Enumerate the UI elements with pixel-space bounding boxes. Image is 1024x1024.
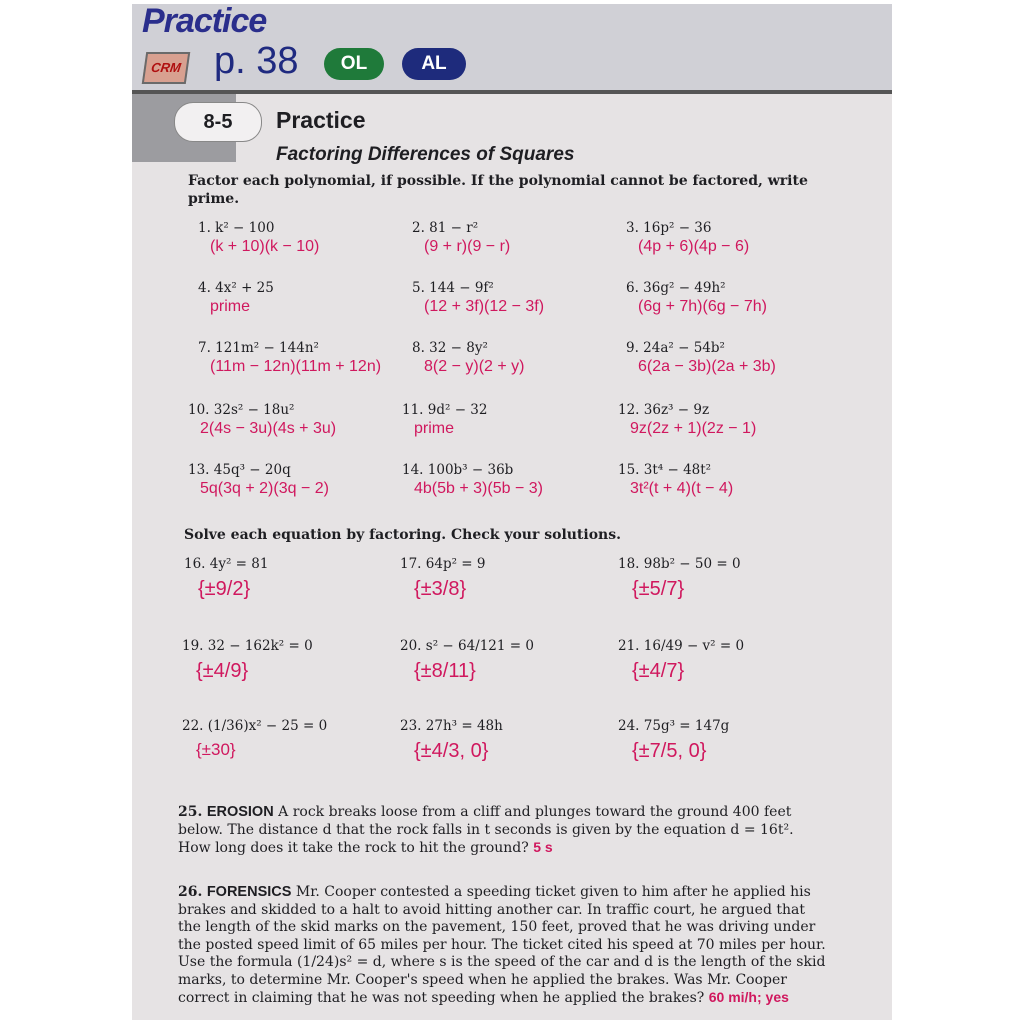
answer: 8(2 − y)(2 + y) xyxy=(424,358,525,375)
page-header xyxy=(132,4,892,90)
word-problem-26: 26. FORENSICS Mr. Cooper contested a speeding ticket given to him after he applied his brakes and skidded to a halt to avoid hitting another car. In traffic court, he argued that the length of the skid marks on the pavement, 150 feet, proved that he was driving under the posted speed limit of 65 miles per hour. The ticket cited his speed at 70 miles per hour. Use the formula (1/24)s² = d, where s is the speed of the car and d is the length of the skid marks, to determine Mr. Cooper's speed when he applied the brakes. Was Mr. Cooper correct in claiming that he was not speeding when he applied the brakes? 60 mi/h; yes xyxy=(178,884,826,1006)
textbook-page xyxy=(132,4,892,1020)
answer: {±3/8} xyxy=(414,578,467,600)
section1-instruction: Factor each polynomial, if possible. If the polynomial cannot be factored, write prime. xyxy=(188,173,808,207)
answer: 5 s xyxy=(533,839,553,855)
problem-6: 6. 36g² − 49h² (6g + 7h)(6g − 7h) xyxy=(626,280,846,316)
problem-21: 21. 16/49 − v² = 0 {±4/7} xyxy=(618,638,838,683)
problem-24: 24. 75g³ = 147g {±7/5, 0} xyxy=(618,718,838,763)
problem-13: 13. 45q³ − 20q 5q(3q + 2)(3q − 2) xyxy=(188,462,408,498)
answer: 3t²(t + 4)(t − 4) xyxy=(630,480,734,497)
problem-11: 11. 9d² − 32 prime xyxy=(402,402,622,438)
problem-2: 2. 81 − r² (9 + r)(9 − r) xyxy=(412,220,632,256)
problem-23: 23. 27h³ = 48h {±4/3, 0} xyxy=(400,718,620,763)
problem-8: 8. 32 − 8y² 8(2 − y)(2 + y) xyxy=(412,340,632,376)
problem-19: 19. 32 − 162k² = 0 {±4/9} xyxy=(182,638,402,683)
problem-keyword: EROSION xyxy=(206,804,274,820)
problem-10: 10. 32s² − 18u² 2(4s − 3u)(4s + 3u) xyxy=(188,402,408,438)
answer: 2(4s − 3u)(4s + 3u) xyxy=(200,420,337,437)
problem-12: 12. 36z³ − 9z 9z(2z + 1)(2z − 1) xyxy=(618,402,838,438)
answer: 6(2a − 3b)(2a + 3b) xyxy=(638,358,776,375)
problem-14: 14. 100b³ − 36b 4b(5b + 3)(5b − 3) xyxy=(402,462,622,498)
answer: 4b(5b + 3)(5b − 3) xyxy=(414,480,543,497)
copyright-sidebar xyxy=(869,616,881,916)
answer: prime xyxy=(414,420,455,437)
problem-3: 3. 16p² − 36 (4p + 6)(4p − 6) xyxy=(626,220,846,256)
problem-7: 7. 121m² − 144n² (11m − 12n)(11m + 12n) xyxy=(198,340,418,376)
section2-instruction: Solve each equation by factoring. Check your solutions. xyxy=(184,527,621,543)
header-divider xyxy=(132,90,892,94)
problem-20: 20. s² − 64/121 = 0 {±8/11} xyxy=(400,638,620,683)
answer: (12 + 3f)(12 − 3f) xyxy=(424,298,545,315)
answer: {±4/3, 0} xyxy=(414,740,489,762)
problem-1: 1. k² − 100 (k + 10)(k − 10) xyxy=(198,220,418,256)
answer: (k + 10)(k − 10) xyxy=(210,238,320,255)
problem-5: 5. 144 − 9f² (12 + 3f)(12 − 3f) xyxy=(412,280,632,316)
answer: {±9/2} xyxy=(198,578,251,600)
answer: 9z(2z + 1)(2z − 1) xyxy=(630,420,757,437)
problem-22: 22. (1/36)x² − 25 = 0 {±30} xyxy=(182,718,402,760)
answer: {±5/7} xyxy=(632,578,685,600)
answer: (11m − 12n)(11m + 12n) xyxy=(210,358,382,375)
answer: (6g + 7h)(6g − 7h) xyxy=(638,298,767,315)
word-problem-25: 25. EROSION A rock breaks loose from a cliff and plunges toward the ground 400 feet below. The distance d that the rock falls in t seconds is given by the equation d = 16t². How long does it take the rock to hit the ground? 5 s xyxy=(178,804,794,856)
answer: (4p + 6)(4p − 6) xyxy=(638,238,750,255)
header-title: Practice xyxy=(142,4,267,40)
level-al-badge: AL xyxy=(402,48,466,80)
answer: 5q(3q + 2)(3q − 2) xyxy=(200,480,329,497)
crm-badge-icon: CRM xyxy=(142,52,190,84)
answer: {±4/7} xyxy=(632,660,685,682)
answer: {±4/9} xyxy=(196,660,249,682)
answer: {±30} xyxy=(196,740,236,759)
lesson-number: 8-5 xyxy=(174,102,262,142)
problem-16: 16. 4y² = 81 {±9/2} xyxy=(184,556,404,601)
lesson-subtitle: Factoring Differences of Squares xyxy=(276,144,575,165)
answer: {±7/5, 0} xyxy=(632,740,707,762)
problem-17: 17. 64p² = 9 {±3/8} xyxy=(400,556,620,601)
problem-9: 9. 24a² − 54b² 6(2a − 3b)(2a + 3b) xyxy=(626,340,846,376)
answer: (9 + r)(9 − r) xyxy=(424,238,511,255)
problem-18: 18. 98b² − 50 = 0 {±5/7} xyxy=(618,556,838,601)
answer: {±8/11} xyxy=(414,660,476,682)
page-reference: p. 38 xyxy=(214,40,299,82)
lesson-title: Practice xyxy=(276,107,366,133)
level-ol-badge: OL xyxy=(324,48,384,80)
problem-4: 4. 4x² + 25 prime xyxy=(198,280,418,316)
problem-15: 15. 3t⁴ − 48t² 3t²(t + 4)(t − 4) xyxy=(618,462,838,498)
problem-keyword: FORENSICS xyxy=(206,884,292,900)
answer: 60 mi/h; yes xyxy=(708,989,789,1005)
answer: prime xyxy=(210,298,251,315)
